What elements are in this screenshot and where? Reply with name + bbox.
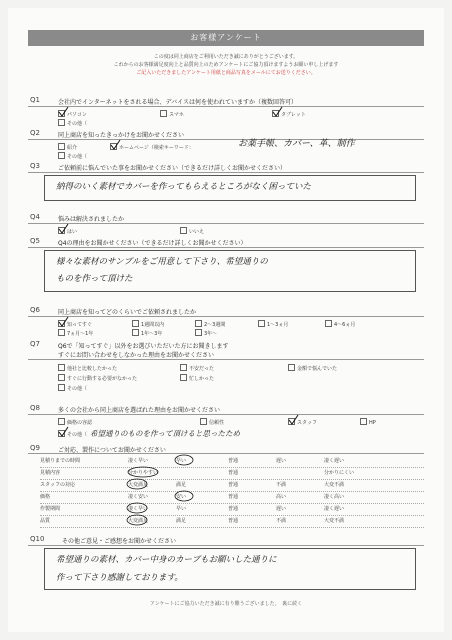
intro-line-1: この度は同上商店をご利用いただき誠にありがとうございます。	[153, 54, 299, 60]
rating-option[interactable]: 高い	[276, 494, 287, 500]
option-label: 知ってすぐ	[67, 322, 93, 328]
q5-handwritten-answer-line-1: 様々な素材のサンプルをご用意して下さり、希望通りの	[56, 257, 268, 267]
q9-question: ご対応、製作についてお聞かせください	[58, 447, 166, 454]
survey-title: お客様アンケート	[28, 30, 424, 46]
option-label: 2～3週間	[204, 322, 226, 328]
option-label: 3年～	[204, 331, 218, 337]
circle-mark	[127, 503, 147, 513]
option-label: ホームページ（検索キーワード：	[119, 145, 194, 151]
check-mark	[59, 427, 68, 436]
q6-number: Q6	[30, 306, 40, 314]
rating-option[interactable]: 大変不満	[324, 482, 345, 488]
rating-label: スタッフの対応	[40, 482, 76, 488]
option-label: 信頼性	[209, 420, 225, 426]
circle-mark	[175, 455, 193, 465]
option-label: 忙しかった	[189, 376, 215, 382]
option-label: すぐに行動する必要がなかった	[67, 376, 138, 382]
option-label: その他（	[67, 121, 88, 127]
rating-option[interactable]: 凄く安い	[128, 494, 149, 500]
q10-handwritten-answer-line-2: 作って下さり感謝しております。	[56, 573, 183, 583]
option-label: その他（	[67, 432, 88, 438]
q8-number: Q8	[30, 404, 40, 412]
intro-line-3: ご記入いただきましたアンケート用紙と商品写真をメールにてお送りください。	[136, 70, 316, 76]
q3-handwritten-answer: 納得のいく素材でカバーを作ってもらえるところがなく困っていた	[56, 182, 312, 192]
rating-option[interactable]: 早い	[176, 458, 187, 464]
rating-option[interactable]: 普通	[228, 482, 239, 488]
option-label: 1年～3年	[141, 331, 163, 337]
rating-option[interactable]: 凄く遅い	[324, 506, 345, 512]
q2-question: 同上商店を知ったきっかけをお聞かせください	[58, 132, 185, 139]
rating-label: 品質	[40, 518, 51, 524]
circle-mark	[127, 515, 147, 525]
q3-question: ご依頼前に悩んでいた事をお聞かせください（できるだけ詳しくお聞かせください）	[58, 165, 287, 172]
rating-option[interactable]: 遅い	[276, 458, 287, 464]
rating-option[interactable]: 普通	[228, 494, 239, 500]
rating-option[interactable]: 安い	[176, 494, 187, 500]
rating-label: 作製期間	[40, 506, 61, 512]
q7-question: Q6で「知ってすぐ」以外をお選びいただいた方にお聞きします	[58, 343, 229, 350]
rating-label: 価格	[40, 494, 51, 500]
q9-number: Q9	[30, 444, 40, 452]
rating-option[interactable]: 普通	[228, 458, 239, 464]
option-label: 1週間以内	[141, 322, 165, 328]
rating-option[interactable]: 凄く遅い	[324, 458, 345, 464]
circle-mark	[128, 467, 158, 477]
q7-number: Q7	[30, 340, 40, 348]
rating-option[interactable]: 普通	[228, 506, 239, 512]
option-label: パソコン	[67, 112, 87, 118]
q10-number: Q10	[30, 535, 45, 543]
option-label: 価格の容認	[67, 420, 93, 426]
rating-option[interactable]: 不満	[276, 518, 287, 524]
option-label: はい	[67, 229, 78, 235]
rating-option[interactable]: 大変満足	[128, 482, 149, 488]
option-label: HP	[369, 420, 376, 426]
q4-number: Q4	[30, 213, 40, 221]
q4-question: 悩みは解決されましたか	[58, 216, 125, 223]
q2-handwritten-keyword: お薬手帳、カバー、革、制作	[238, 139, 355, 149]
rating-option[interactable]: 凄く早い	[128, 506, 149, 512]
circle-mark	[127, 479, 147, 489]
circle-mark	[175, 491, 193, 501]
check-mark	[59, 107, 68, 116]
q8-handwritten-reason: 希望通りのものを作って頂けると思ったため	[90, 429, 240, 438]
rating-option[interactable]: 分かりやすい	[128, 470, 159, 476]
q8-question: 多くの会社から同上商店を選ばれた理由をお聞かせください	[58, 407, 221, 414]
check-mark	[289, 415, 298, 424]
option-label: その他（	[67, 386, 88, 392]
check-mark	[59, 224, 68, 233]
q3-number: Q3	[30, 162, 40, 170]
option-label: その他（	[67, 154, 88, 160]
rating-option[interactable]: 凄く早い	[128, 458, 149, 464]
rating-option[interactable]: 満足	[176, 482, 187, 488]
intro-line-2: これからのお客様満足度向上と品質向上のためアンケートにご協力頂けますようお願い申し上げます	[113, 62, 339, 68]
rating-option[interactable]: 分かりにくい	[324, 470, 355, 476]
option-label: 他社と比較したかった	[67, 366, 118, 372]
rating-option[interactable]: 遅い	[276, 506, 287, 512]
q5-question: Q4の理由をお聞かせください（できるだけ詳しくお聞かせください）	[58, 240, 247, 247]
rating-option[interactable]: 大変不満	[324, 518, 345, 524]
q10-question: その他ご意見・ご感想をお聞かせください	[62, 538, 177, 545]
check-mark	[59, 317, 68, 326]
option-label: 7ヵ月～1年	[67, 331, 94, 337]
check-mark	[111, 140, 120, 149]
rating-option[interactable]: 普通	[228, 470, 239, 476]
rating-option[interactable]: 大変満足	[128, 518, 149, 524]
q7-question-line-2: すぐにお問い合わせをしなかった理由をお聞かせください	[58, 352, 215, 359]
check-mark	[273, 107, 282, 116]
option-label: 紹介	[67, 145, 78, 151]
rating-label: 見積りまでの時間	[40, 458, 81, 464]
q5-handwritten-answer-line-2: ものを作って頂けた	[56, 274, 133, 284]
rating-option[interactable]: 普通	[228, 518, 239, 524]
rating-label: 見積内容	[40, 470, 61, 476]
q6-question: 同上商店を知ってどのくらいでご依頼されましたか	[58, 309, 197, 316]
footer-thanks: アンケートにご協力いただき誠に有り難うございました。 裏に続く	[149, 601, 303, 607]
rating-option[interactable]: 凄く高い	[324, 494, 345, 500]
option-label: タブレット	[281, 112, 306, 118]
q2-number: Q2	[30, 129, 40, 137]
option-label: スマホ	[169, 112, 184, 118]
q1-number: Q1	[30, 96, 40, 104]
option-label: 1～3ヵ月	[267, 322, 289, 328]
rating-option[interactable]: 不満	[276, 482, 287, 488]
q5-number: Q5	[30, 237, 40, 245]
q10-handwritten-answer-line-1: 希望通りの素材、カバー中身のカーブもお願いした通りに	[56, 555, 277, 565]
option-label: スタッフ	[297, 420, 318, 426]
rating-option[interactable]: 満足	[176, 518, 187, 524]
rating-option[interactable]: 早い	[176, 506, 187, 512]
option-label: いいえ	[189, 229, 205, 235]
option-label: 金額で悩んでいた	[297, 366, 338, 372]
option-label: 4～6ヵ月	[334, 322, 356, 328]
q1-question: 会社内でインターネットをされる場合、デバイスは何を使われていますか（複数回答可）	[58, 99, 298, 106]
option-label: 不安だった	[189, 366, 215, 372]
